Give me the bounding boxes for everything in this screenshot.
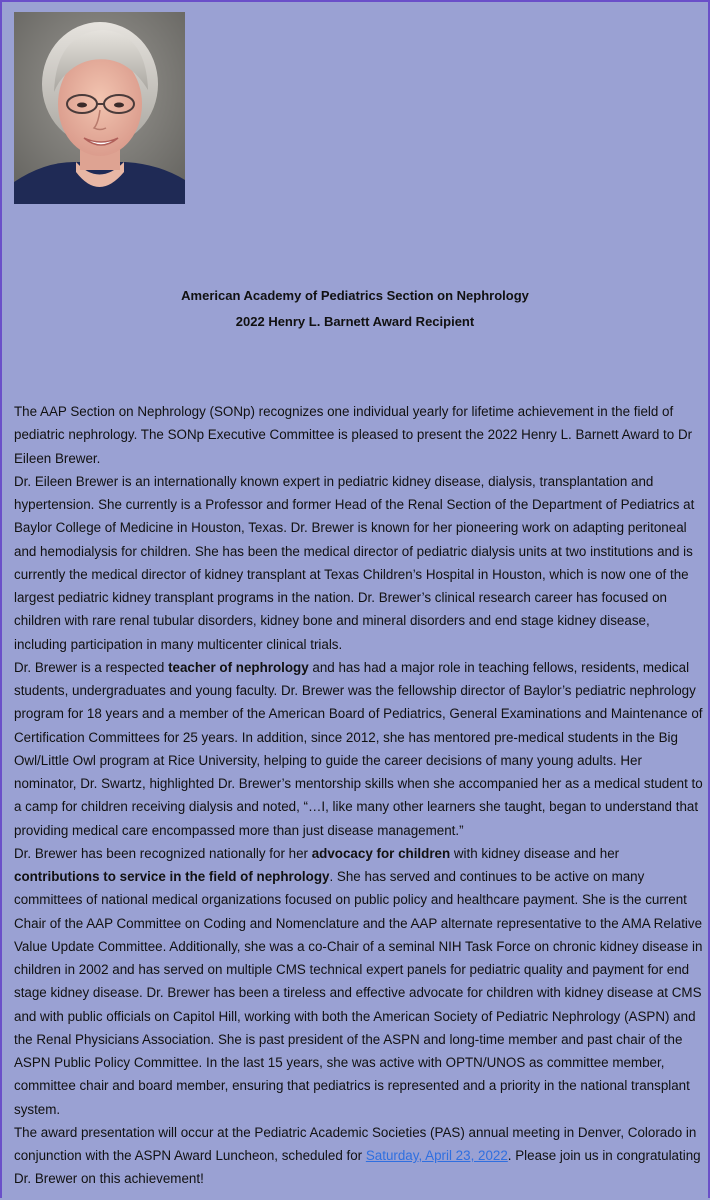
teaching-text-a: Dr. Brewer is a respected — [14, 659, 169, 675]
portrait-photo — [14, 12, 185, 204]
background-paragraph: Dr. Eileen Brewer is an internationally known expert in pediatric kidney disease, dialysis, transplantation and hypertension. She currently is a Professor and former Head of the Renal Section of the Department of Pediatrics at Baylor College of Medicine in Houston, Texas. Dr. Brewer is known for her pioneering work on adapting peritoneal and hemodialysis for children. She has been the medical director of pediatric dialysis units at two institutions and is currently the medical director of kidney transplant at Texas Children’s Hospital in Houston, which is now one of the largest pediatric kidney transplant programs in the nation. Dr. Brewer’s clinical research career has focused on children with rare renal tubular disorders, kidney bone and mineral disorders and end stage kidney disease, including participation in many multicenter clinical trials. — [14, 473, 695, 652]
portrait-icon — [14, 12, 185, 204]
award-title: 2022 Henry L. Barnett Award Recipient — [235, 314, 475, 329]
award-section-title: American Academy of Pediatrics Section on Nephrology — [181, 288, 529, 303]
presentation-paragraph — [14, 1121, 704, 1191]
advocacy-text-c: with kidney disease and her — [450, 845, 620, 861]
award-announcement-body — [14, 400, 704, 1191]
teaching-text-c: and has had a major role in teaching fellows, residents, medical students, undergraduates and young faculty. Dr. Brewer was the fellowship director of Baylor’s pediatric nephrology program for 18 years and a member of the American Board of Pediatrics, General Examinations and Maintenance of Certification Committees for 25 years. In addition, since 2012, she has mentored pre-medical students in the Big Owl/Little Owl program at Rice University, helping to guide the career decisions of many young adults. Her nominator, Dr. Swartz, highlighted Dr. Brewer’s mentorship skills when she accompanied her as a medical student to a camp for children receiving dialysis and noted, “…I, like many other learners she taught, began to understand that providing medical care encompassed more than just disease management.” — [14, 659, 703, 838]
presentation-text-a: The award presentation will occur at the Pediatric Academic Societies (PAS) annual meeting in Denver, Colorado in conjunction with the ASPN Award Luncheon, scheduled for — [14, 1124, 697, 1163]
advocacy-highlight: advocacy for children — [311, 845, 451, 861]
service-highlight: contributions to service in the field of nephrology — [14, 869, 330, 884]
intro-paragraph: The AAP Section on Nephrology (SONp) recognizes one individual yearly for lifetime achievement in the field of pediatric nephrology. The SONp Executive Committee is pleased to present the 2022 Henry L. Barnett Award to Dr Eileen Brewer. — [14, 404, 693, 466]
presentation-text-c: . Please join us in congratulating Dr. Brewer on this achievement! — [14, 1148, 701, 1187]
teaching-paragraph — [14, 656, 704, 842]
teaching-highlight: teacher of nephrology — [168, 659, 309, 675]
advocacy-text-e: . She has served and continues to be active on many committees of national medical organizations focused on public policy and healthcare payment. She is the current Chair of the AAP Committee on Coding and Nomenclature and the AAP alternate representative to the AMA Relative Value Update Committee. Additionally, she was a co-Chair of a seminal NIH Task Force on chronic kidney disease in children in 2002 and has served on multiple CMS technical expert panels for pediatric quality and payment for end stage kidney disease. Dr. Brewer has been a tireless and effective advocate for children with kidney disease at CMS and with public officials on Capitol Hill, working with both the American Society of Pediatric Nephrology (ASPN) and the Renal Physicians Association. She is past president of the ASPN and long-time member and past chair of the ASPN Public Policy Committee. In the last 15 years, she was active with OPTN/UNOS as committee member, committee chair and board member, ensuring that pediatrics is represented and a priority in the national transplant system. — [14, 869, 703, 1117]
advocacy-text-a: Dr. Brewer has been recognized nationally for her — [14, 845, 312, 861]
event-date-link[interactable]: Saturday, April 23, 2022 — [365, 1148, 508, 1163]
advocacy-paragraph — [14, 842, 704, 1121]
